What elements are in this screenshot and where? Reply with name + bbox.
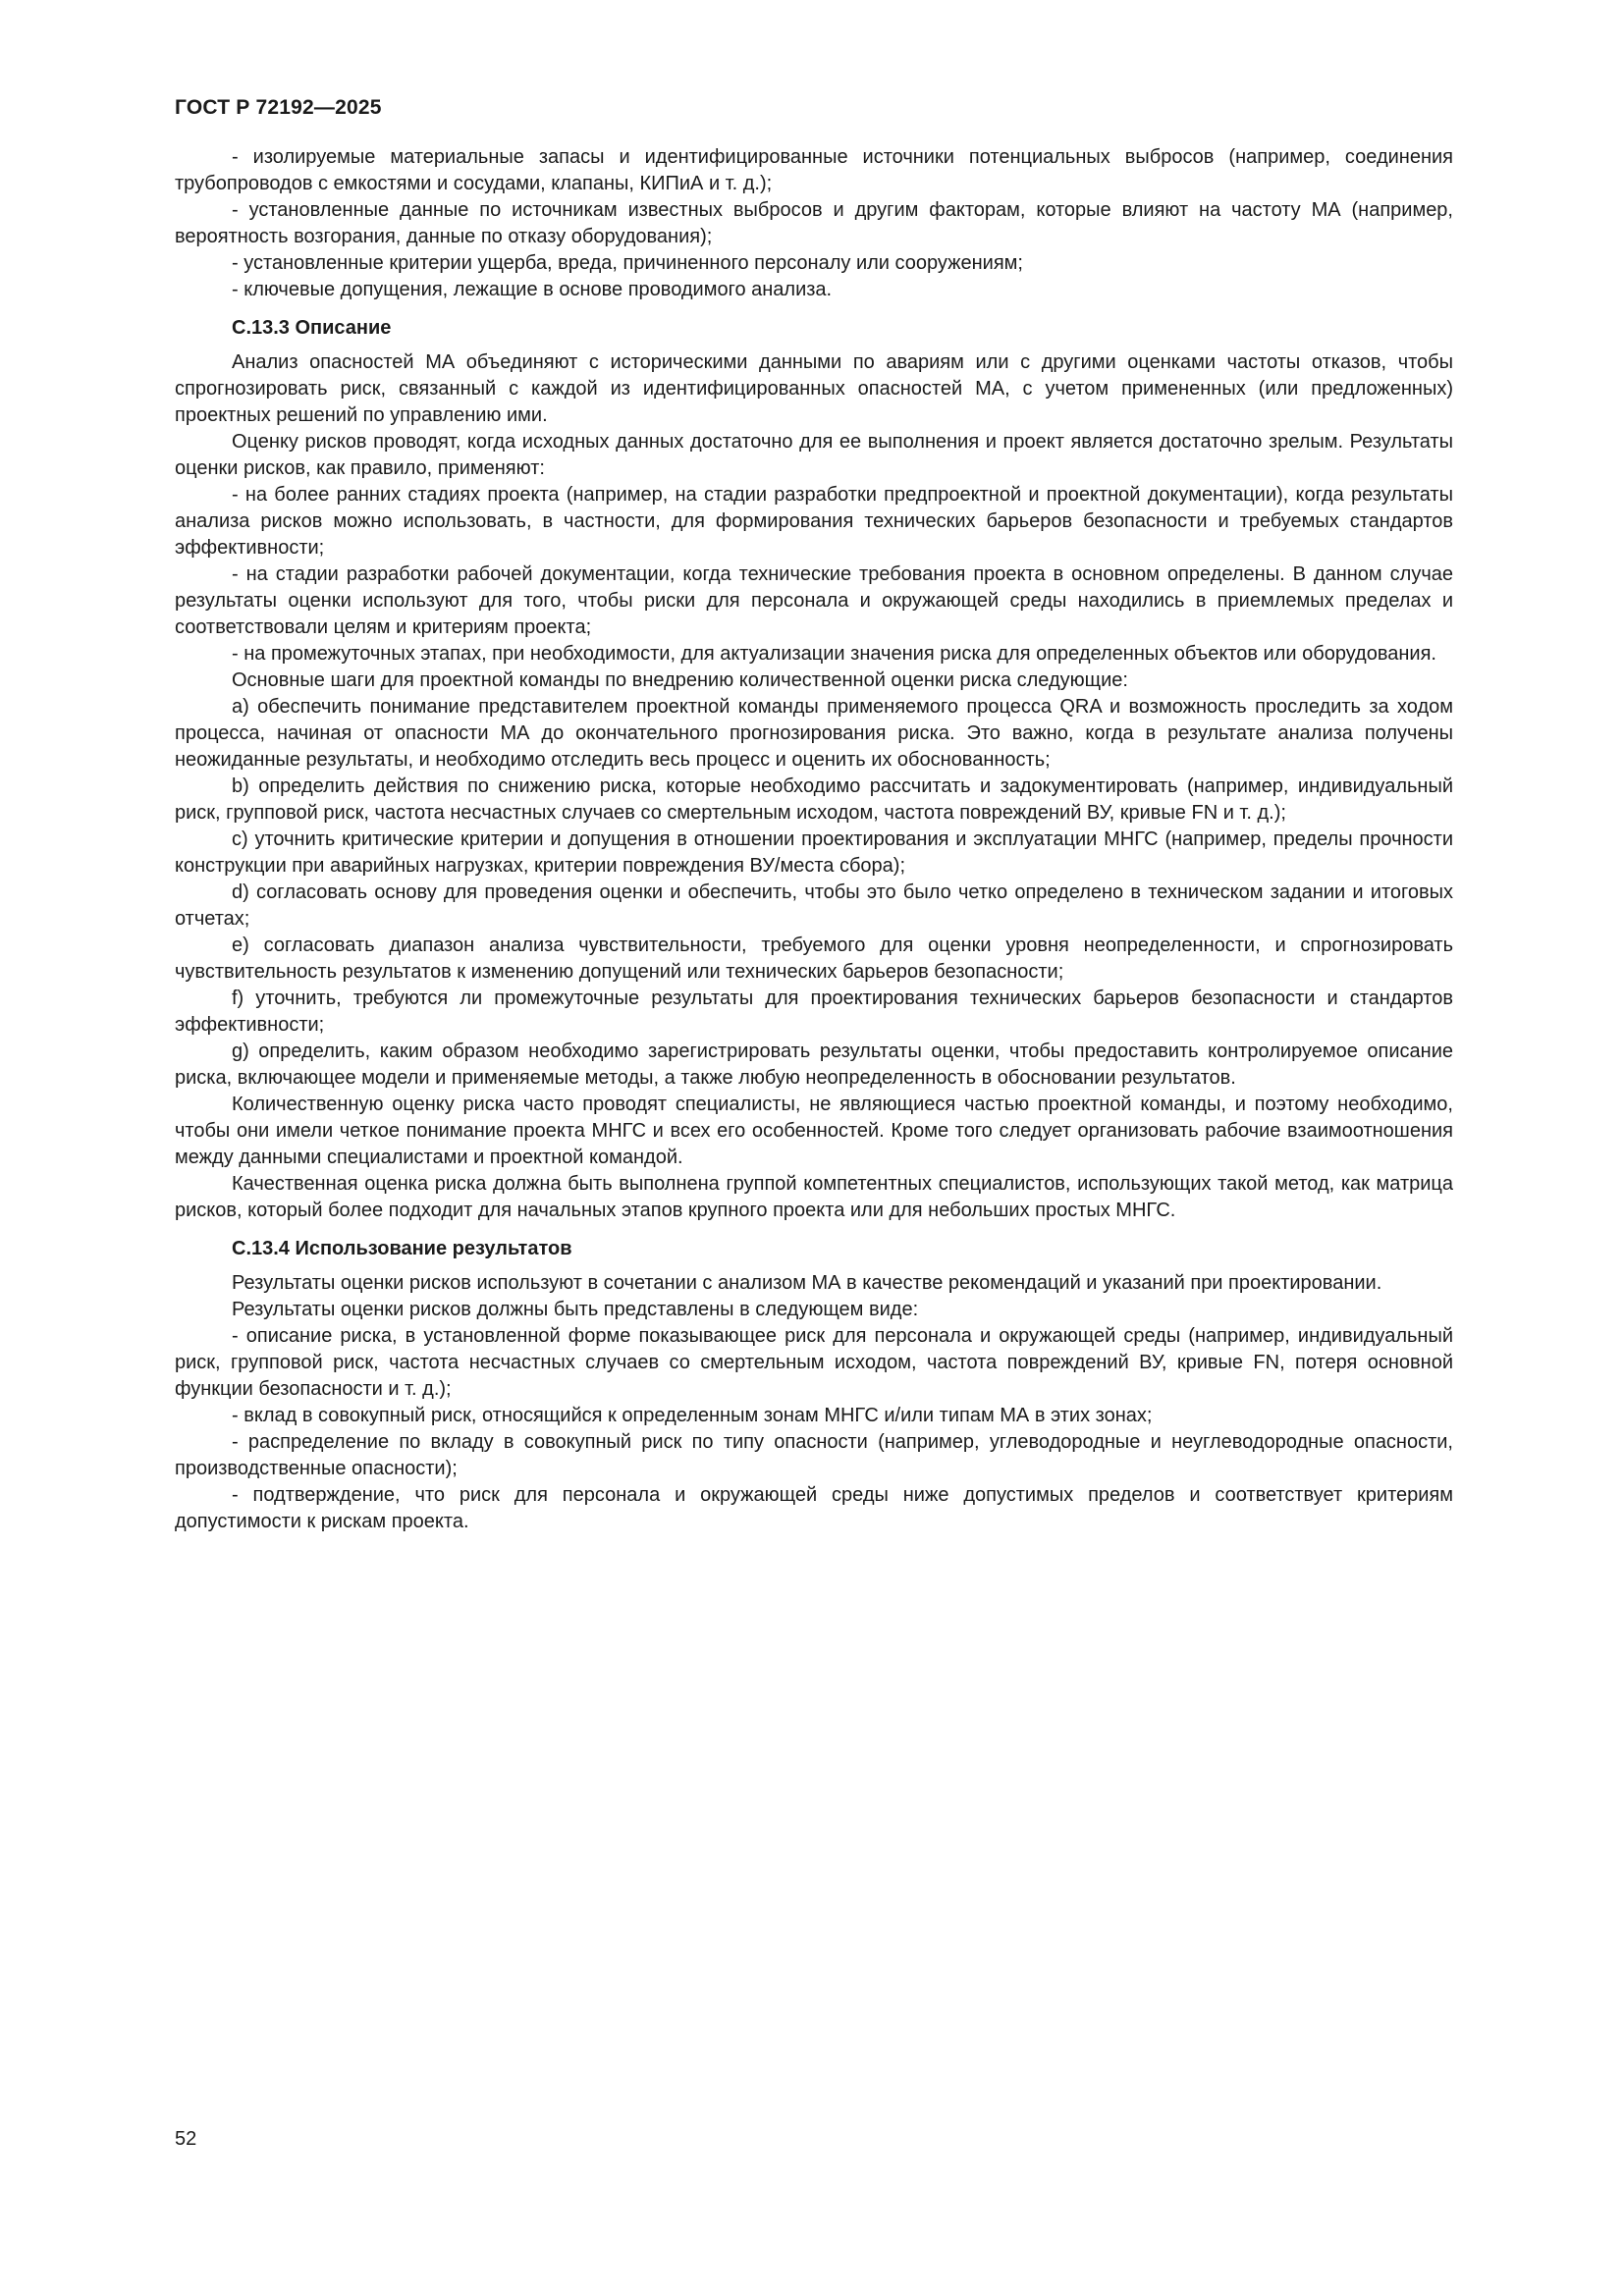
list-item: - вклад в совокупный риск, относящийся к определенным зонам МНГС и/или типам МА в этих зонах; (232, 1405, 1153, 1426)
list-item: - на более ранних стадиях проекта (например, на стадии разработки предпроектной и проектной документации), когда результаты анализа рисков можно использовать, в частности, для формирования технических барьеров безопасности и требуемых стандартов эффективности; (175, 484, 1453, 559)
section-heading: С.13.3 Описание (232, 317, 392, 339)
document-header-title: ГОСТ Р 72192—2025 (175, 96, 382, 119)
paragraph: Количественную оценку риска часто проводят специалисты, не являющиеся частью проектной команды, и поэтому необходимо, чтобы они имели четкое понимание проекта МНГС и всех его особенностей. Кроме того следует организовать рабочие взаимоотношения между данными специалистами и проектной командой. (175, 1094, 1453, 1168)
list-item: - ключевые допущения, лежащие в основе проводимого анализа. (232, 279, 833, 300)
paragraph: Результаты оценки рисков используют в сочетании с анализом МА в качестве рекомендаций и указаний при проектировании. (232, 1272, 1382, 1294)
list-item: - распределение по вкладу в совокупный риск по типу опасности (например, углеводородные и неуглеводородные опасности, производственные опасности); (175, 1431, 1453, 1479)
paragraph: Качественная оценка риска должна быть выполнена группой компетентных специалистов, использующих такой метод, как матрица рисков, который более подходит для начальных этапов крупного проекта или для небольших простых МНГС. (175, 1173, 1453, 1221)
list-item: - на промежуточных этапах, при необходимости, для актуализации значения риска для определенных объектов или оборудования. (232, 643, 1436, 665)
list-item: a) обеспечить понимание представителем проектной команды применяемого процесса QRA и возможность проследить за ходом процесса, начиная от опасности МА до окончательного прогнозирования риска. Это важно, когда в результате анализа получены неожиданные результаты, и необходимо отследить весь процесс и оценить их обоснованность; (175, 696, 1453, 771)
document-body (175, 144, 1453, 1535)
list-item: g) определить, каким образом необходимо зарегистрировать результаты оценки, чтобы предоставить контролируемое описание риска, включающее модели и применяемые методы, а также любую неопределенность в обосновании результатов. (175, 1041, 1453, 1089)
list-item: - изолируемые материальные запасы и идентифицированные источники потенциальных выбросов (например, соединения трубопроводов с емкостями и сосудами, клапаны, КИПиА и т. д.); (175, 146, 1453, 194)
list-item: - установленные критерии ущерба, вреда, причиненного персоналу или сооружениям; (232, 252, 1023, 274)
paragraph: Анализ опасностей МА объединяют с историческими данными по авариям или с другими оценками частоты отказов, чтобы спрогнозировать риск, связанный с каждой из идентифицированных опасностей МА, с учетом примененных (или предложенных) проектных решений по управлению ими. (175, 351, 1453, 426)
list-item: c) уточнить критические критерии и допущения в отношении проектирования и эксплуатации МНГС (например, пределы прочности конструкции при аварийных нагрузках, критерии повреждения ВУ/места сбора); (175, 828, 1453, 877)
list-item: - описание риска, в установленной форме показывающее риск для персонала и окружающей среды (например, индивидуальный риск, групповой риск, частота несчастных случаев со смертельным исходом, частота повреждений ВУ, кривые FN, потеря основной функции безопасности и т. д.); (175, 1325, 1453, 1400)
page-number: 52 (175, 2128, 197, 2150)
paragraph: Оценку рисков проводят, когда исходных данных достаточно для ее выполнения и проект является достаточно зрелым. Результаты оценки рисков, как правило, применяют: (175, 431, 1453, 479)
list-item: e) согласовать диапазон анализа чувствительности, требуемого для оценки уровня неопределенности, и спрогнозировать чувствительность результатов к изменению допущений или технических барьеров безопасности; (175, 934, 1453, 983)
list-item: f) уточнить, требуются ли промежуточные результаты для проектирования технических барьеров безопасности и стандартов эффективности; (175, 988, 1453, 1036)
section-heading: С.13.4 Использование результатов (232, 1238, 572, 1259)
list-item: b) определить действия по снижению риска, которые необходимо рассчитать и задокументировать (например, индивидуальный риск, групповой риск, частота несчастных случаев со смертельным исходом, частота повреждений ВУ, кривые FN и т. д.); (175, 775, 1453, 824)
list-item: d) согласовать основу для проведения оценки и обеспечить, чтобы это было четко определено в техническом задании и итоговых отчетах; (175, 881, 1453, 930)
list-item: - подтверждение, что риск для персонала и окружающей среды ниже допустимых пределов и соответствует критериям допустимости к рискам проекта. (175, 1484, 1453, 1532)
paragraph: Основные шаги для проектной команды по внедрению количественной оценки риска следующие: (232, 669, 1128, 691)
paragraph: Результаты оценки рисков должны быть представлены в следующем виде: (232, 1299, 919, 1320)
list-item: - установленные данные по источникам известных выбросов и другим факторам, которые влияют на частоту МА (например, вероятность возгорания, данные по отказу оборудования); (175, 199, 1453, 247)
list-item: - на стадии разработки рабочей документации, когда технические требования проекта в основном определены. В данном случае результаты оценки используют для того, чтобы риски для персонала и окружающей среды находились в приемлемых пределах и соответствовали целям и критериям проекта; (175, 563, 1453, 638)
